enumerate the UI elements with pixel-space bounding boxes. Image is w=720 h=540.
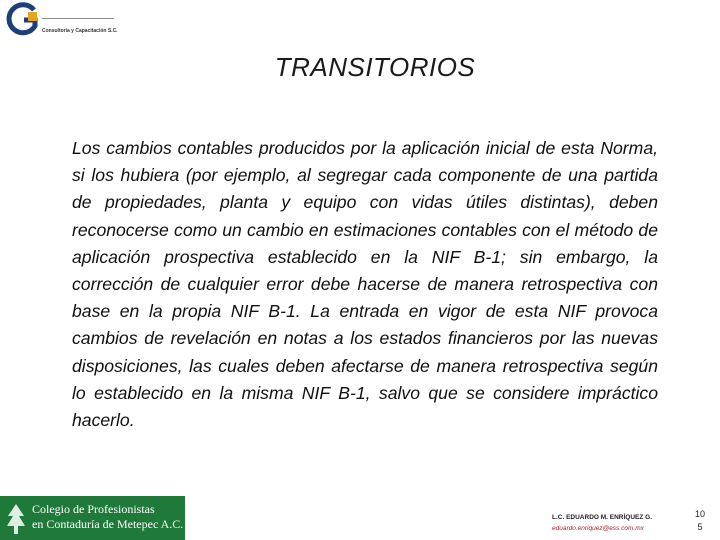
page-number-bottom: 5 <box>697 522 703 532</box>
tree-icon <box>4 500 28 536</box>
company-logo <box>4 2 118 38</box>
college-logo <box>0 496 185 540</box>
logo-divider <box>42 18 114 19</box>
slide-title: TRANSITORIOS <box>274 52 476 82</box>
company-logo-icon <box>4 2 40 36</box>
page-number-top: 10 <box>694 509 705 519</box>
college-name-line1: Colegio de Profesionistas <box>32 502 155 516</box>
college-name-line2: en Contaduría de Metepec A.C. <box>32 517 184 531</box>
page-number <box>690 508 710 534</box>
author-email: eduardo.enriquez@ess.com.mx <box>552 525 644 532</box>
logo-subtitle: Consultoría y Capacitación S.C. <box>42 28 118 34</box>
author-name: L.C. EDUARDO M. ENRÍQUEZ G. <box>552 514 653 521</box>
college-name <box>32 502 183 532</box>
body-paragraph: Los cambios contables producidos por la aplicación inicial de esta Norma, si los hubiera (por ejemplo, al segregar cada componente de una partida de propiedades, planta y equipo con vidas útiles distintas), deben reconocerse como un cambio en estimaciones contables con el método de aplicación prospectiva establecido en la NIF B-1; sin embargo, la corrección de cualquier error debe hacerse de manera retrospectiva con base en la propia NIF B-1. La entrada en vigor de esta NIF provoca cambios de revelación en notas a los estados financieros por las nuevas disposiciones, las cuales deben afectarse de manera retrospectiva según lo establecido en la misma NIF B-1, salvo que se considere impráctico hacerlo. <box>72 138 658 431</box>
